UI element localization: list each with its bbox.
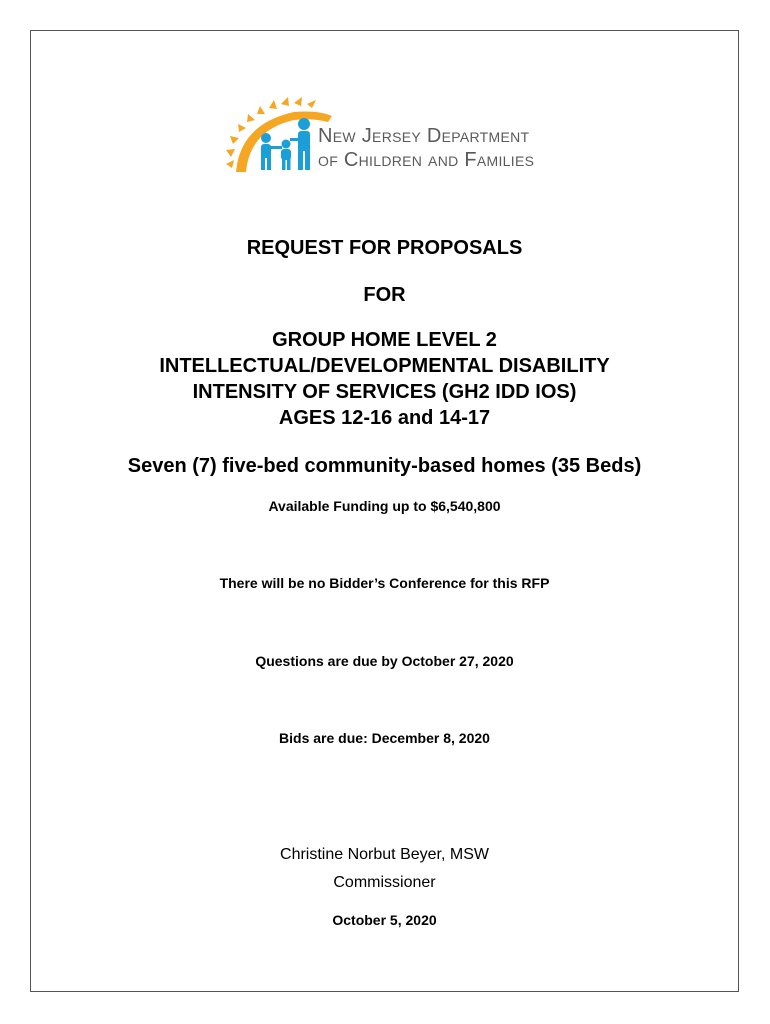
document-date: October 5, 2020 — [332, 912, 437, 928]
conference-text: There will be no Bidder’s Conference for this RFP — [219, 575, 550, 591]
signatory-title: Commissioner — [333, 874, 436, 891]
logo-wordmark — [318, 124, 534, 172]
title-ages: AGES 12-16 and 14-17 — [278, 407, 491, 429]
title-group-home: GROUP HOME LEVEL 2 — [272, 329, 497, 351]
questions-due-text: Questions are due by October 27, 2020 — [255, 653, 514, 669]
dcf-logo — [222, 94, 552, 180]
subtitle-homes: Seven (7) five-bed community-based homes (35 Beds) — [127, 455, 642, 477]
title-idd: INTELLECTUAL/DEVELOPMENTAL DISABILITY — [159, 355, 610, 377]
title-for: FOR — [363, 284, 406, 306]
logo-line-2: of Children and Families — [318, 149, 535, 171]
funding-text: Available Funding up to $6,540,800 — [268, 498, 501, 514]
title-intensity: INTENSITY OF SERVICES (GH2 IDD IOS) — [192, 381, 577, 403]
logo-line-1: New Jersey Department — [318, 125, 530, 147]
title-request-for-proposals: REQUEST FOR PROPOSALS — [246, 237, 523, 259]
signatory-name: Christine Norbut Beyer, MSW — [280, 846, 489, 863]
bids-due-text: Bids are due: December 8, 2020 — [279, 730, 490, 746]
